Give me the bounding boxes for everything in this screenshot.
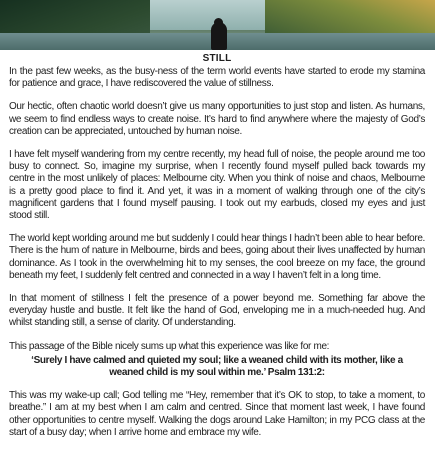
bible-quote-line-2: weaned child is my soul within me.’ Psalm 131:2: <box>109 367 325 379</box>
paragraph-4: The world kept worlding around me but suddenly I could hear things I hadn’t been able to hear before. There is the hum of nature in Melbourne, birds and bees, going about their lives unaffected by human dominance. As I took in the overwhelming hit to my senses, the cool breeze on my face, the ground beneath my feet, I suddenly felt centred and connected in a way I haven’t felt in a long time. <box>9 233 425 281</box>
bible-quote <box>9 355 425 379</box>
paragraph-2: Our hectic, often chaotic world doesn’t give us many opportunities to just stop and listen. As humans, we seem to find endless ways to create noise. It’s hard to find anywhere where the majesty of God’s creation can be appreciated, untouched by human noise. <box>9 101 425 137</box>
article-title: STILL <box>202 53 232 64</box>
article-body <box>9 50 425 450</box>
bible-quote-line-1: ‘Surely I have calmed and quieted my soul; like a weaned child with its mother, like a <box>31 354 403 366</box>
paragraph-5: In that moment of stillness I felt the presence of a power beyond me. Something far above the everyday hustle and bustle. It felt like the hand of God, enveloping me in a much-needed hug. And whilst standing still, a sense of clarity. Of understanding. <box>9 293 425 329</box>
paragraph-6: This passage of the Bible nicely sums up what this experience was like for me: <box>9 340 330 352</box>
paragraph-7: This was my wake-up call; God telling me “Hey, remember that it’s OK to stop, to take a moment, to breathe.” I am at my best when I am calm and centred. Since that moment last week, I have found other opportunities to centre myself. Walking the dogs around Lake Hamilton; in my PCG class at the start of a busy day; when I arrive home and embrace my wife. <box>9 390 425 438</box>
person-silhouette <box>211 22 227 50</box>
paragraph-1: In the past few weeks, as the busy-ness of the term world events have started to erode my stamina for patience and grace, I have rediscovered the value of stillness. <box>9 66 425 90</box>
paragraph-3: I have felt myself wandering from my centre recently, my head full of noise, the people around me too busy to connect. So, imagine my surprise, when I recently found myself pulled back towards my centre in the most unlikely of places: Melbourne city. When you think of noise and chaos, Melbourne is a pretty good place to find it. And yet, it was in a moment of walking through one of the city’s magnificent gardens that I found myself pausing. I took out my earbuds, closed my eyes and just stood still. <box>9 149 425 222</box>
hero-image <box>0 0 435 50</box>
